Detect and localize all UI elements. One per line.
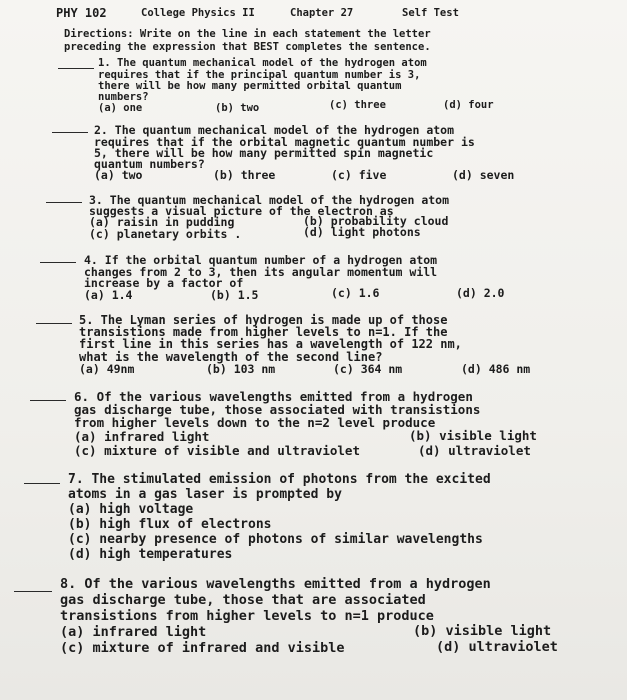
question-3-line-2: suggests a visual picture of the electron as xyxy=(89,204,394,218)
question-1-option-c: (c) three xyxy=(329,99,386,111)
question-7-option-a: (a) high voltage xyxy=(68,502,194,517)
answer-blank-4[interactable] xyxy=(40,262,76,263)
question-2-line-3: 5, there will be how many permitted spin magnetic xyxy=(94,146,434,160)
course-title: College Physics II xyxy=(141,7,255,19)
question-6-line-2: gas discharge tube, those associated with transistions xyxy=(74,402,481,417)
question-1-line-4: numbers? xyxy=(98,91,149,103)
answer-blank-2[interactable] xyxy=(52,132,88,133)
test-label: Self Test xyxy=(402,7,459,19)
question-5-option-c: (c) 364 nm xyxy=(333,362,403,376)
answer-blank-7[interactable] xyxy=(24,483,60,484)
question-3-option-c: (c) planetary orbits . xyxy=(89,227,242,241)
question-8-option-b: (b) visible light xyxy=(413,623,552,639)
question-1-option-a: (a) one xyxy=(98,102,143,114)
question-6-option-c: (c) mixture of visible and ultraviolet xyxy=(74,443,360,458)
question-3-option-b: (b) probability cloud xyxy=(303,214,449,228)
question-4-line-1: 4. If the orbital quantum number of a hydrogen atom xyxy=(84,253,438,267)
question-4-line-2: changes from 2 to 3, then its angular momentum will xyxy=(84,265,438,279)
question-7-option-b: (b) high flux of electrons xyxy=(68,517,272,532)
question-2-line-1: 2. The quantum mechanical model of the hydrogen atom xyxy=(94,123,455,137)
question-1-line-2: requires that if the principal quantum number is 3, xyxy=(98,69,421,81)
chapter-label: Chapter 27 xyxy=(290,7,354,19)
question-2-option-d: (d) seven xyxy=(452,168,515,182)
answer-blank-6[interactable] xyxy=(30,400,66,401)
question-5-option-d: (d) 486 nm xyxy=(461,362,531,376)
question-5-line-2: transistions made from higher levels to n=1. If the xyxy=(79,325,448,339)
question-3-option-d: (d) light photons xyxy=(303,225,421,239)
question-5-option-a: (a) 49nm xyxy=(79,362,135,376)
question-8-line-1: 8. Of the various wavelengths emitted from a hydrogen xyxy=(60,576,491,592)
question-1-line-3: there will be how many permitted orbital quantum xyxy=(98,80,402,92)
question-7-option-c: (c) nearby presence of photons of similar wavelengths xyxy=(68,532,483,547)
answer-blank-5[interactable] xyxy=(36,323,72,324)
question-2-line-4: quantum numbers? xyxy=(94,157,205,171)
question-1-line-1: 1. The quantum mechanical model of the hydrogen atom xyxy=(98,57,427,69)
question-4-line-3: increase by a factor of xyxy=(84,276,244,290)
question-5-line-1: 5. The Lyman series of hydrogen is made up of those xyxy=(79,313,448,327)
directions-line-2: preceding the expression that BEST completes the sentence. xyxy=(64,41,431,53)
question-2-option-a: (a) two xyxy=(94,168,143,182)
course-code: PHY 102 xyxy=(56,6,107,20)
question-8-line-3: transistions from higher levels to n=1 produce xyxy=(60,608,434,624)
question-7-line-1: 7. The stimulated emission of photons from the excited xyxy=(68,472,491,487)
question-5-option-b: (b) 103 nm xyxy=(206,362,276,376)
question-3-line-1: 3. The quantum mechanical model of the hydrogen atom xyxy=(89,193,450,207)
question-6-line-1: 6. Of the various wavelengths emitted from a hydrogen xyxy=(74,389,473,404)
question-6-option-a: (a) infrared light xyxy=(74,429,210,444)
answer-blank-3[interactable] xyxy=(46,202,82,203)
question-8-option-c: (c) mixture of infrared and visible xyxy=(60,640,345,656)
question-1-option-b: (b) two xyxy=(215,102,260,114)
question-6-line-3: from higher levels down to the n=2 level produce xyxy=(74,415,436,430)
directions-line-1: Directions: Write on the line in each statement the letter xyxy=(64,28,431,40)
question-3-option-a: (a) raisin in pudding xyxy=(89,215,235,229)
question-5-line-4: what is the wavelength of the second line? xyxy=(79,350,383,364)
question-4-option-c: (c) 1.6 xyxy=(331,286,380,300)
question-5-line-3: first line in this series has a wavelength of 122 nm, xyxy=(79,337,462,351)
answer-blank-8[interactable] xyxy=(14,591,52,592)
question-7-option-d: (d) high temperatures xyxy=(68,547,233,562)
question-2-line-2: requires that if the orbital magnetic quantum number is xyxy=(94,135,475,149)
question-6-option-d: (d) ultraviolet xyxy=(418,443,531,458)
question-1-option-d: (d) four xyxy=(443,99,494,111)
question-8-option-d: (d) ultraviolet xyxy=(436,639,558,655)
question-7-line-2: atoms in a gas laser is prompted by xyxy=(68,487,342,502)
question-4-option-b: (b) 1.5 xyxy=(210,288,259,302)
question-6-option-b: (b) visible light xyxy=(409,428,537,443)
question-2-option-c: (c) five xyxy=(331,168,387,182)
question-8-option-a: (a) infrared light xyxy=(60,624,207,640)
question-4-option-d: (d) 2.0 xyxy=(456,286,505,300)
answer-blank-1[interactable] xyxy=(58,68,94,69)
question-4-option-a: (a) 1.4 xyxy=(84,288,133,302)
question-8-line-2: gas discharge tube, those that are associated xyxy=(60,592,426,608)
question-2-option-b: (b) three xyxy=(213,168,276,182)
